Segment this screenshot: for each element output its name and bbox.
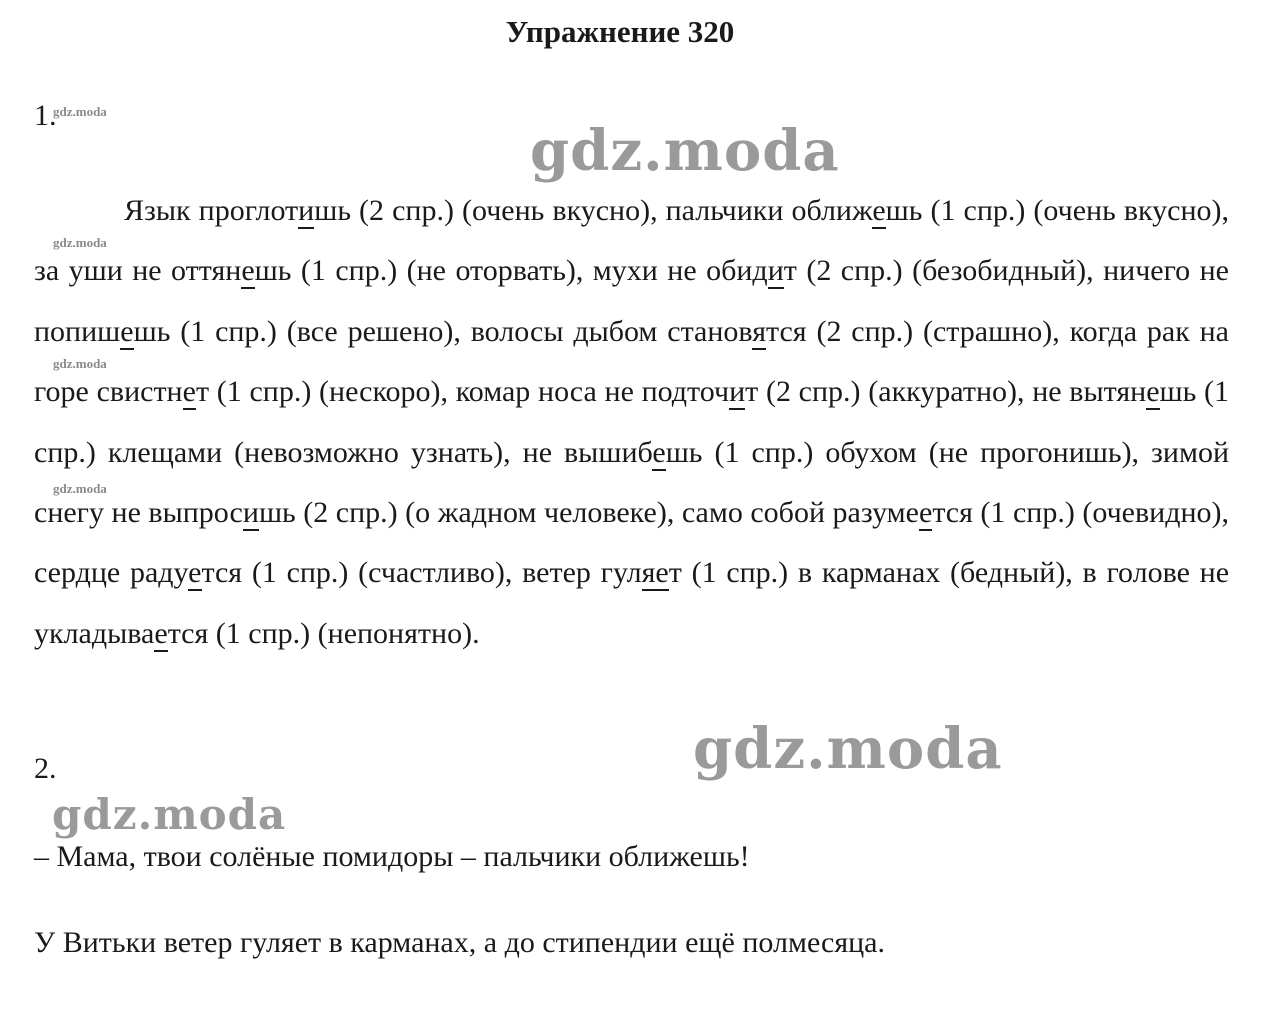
watermark-small: gdz.moda xyxy=(53,235,107,250)
text-segment: тся (2 спр.) (страшно), когда рак на горе свистн xyxy=(34,314,1229,409)
text-segment: т (1 спр.) в карманах (бедный), в голове не укладыва xyxy=(34,556,1230,650)
section-2-number: 2. xyxy=(34,752,57,785)
watermark-small: gdz.moda xyxy=(53,104,107,119)
underlined-ending: е xyxy=(182,375,196,409)
underlined-ending: и xyxy=(298,194,315,227)
section-1-paragraph xyxy=(34,181,1229,664)
underlined-ending: е xyxy=(652,435,666,469)
underlined-ending: е xyxy=(918,496,933,530)
text-segment: т (2 спр.) (аккуратно), не вытян xyxy=(745,375,1147,409)
underlined-ending: е xyxy=(154,616,168,650)
text-segment: шь (1 спр.) (очень вкусно), за уши не оттян xyxy=(34,194,1230,288)
underlined-ending: е xyxy=(872,194,886,227)
underlined-ending: и xyxy=(242,496,259,530)
watermark-large: gdz.moda xyxy=(693,716,1003,782)
watermark-large: gdz.moda xyxy=(530,118,840,184)
text-segment: тся (1 спр.) (счастливо), ветер гул xyxy=(201,556,642,590)
watermark-large: gdz.moda xyxy=(52,790,287,839)
underlined-ending: я xyxy=(752,314,767,348)
example-sentence-1: – Мама, твои солёные помидоры – пальчики оближешь! xyxy=(34,840,750,873)
text-segment: Язык проглот xyxy=(124,194,299,227)
text-segment: шь (1 спр.) обухом (не прогонишь), зимой снегу не выпрос xyxy=(34,435,1230,530)
text-segment: тся (1 спр.) (непонятно). xyxy=(167,616,480,650)
text-segment: шь (1 спр.) клещами (невозможно узнать), не вышиб xyxy=(34,375,1230,469)
text-segment: шь (2 спр.) (очень вкусно), пальчики оближ xyxy=(314,194,873,227)
underlined-ending: е xyxy=(1146,375,1160,409)
underlined-ending: е xyxy=(120,314,134,348)
text-segment: шь (2 спр.) (о жадном человеке), само собой разуме xyxy=(258,496,919,530)
watermark-small: gdz.moda xyxy=(53,356,107,371)
watermark-small: gdz.moda xyxy=(53,481,107,496)
underlined-ending: и xyxy=(767,254,784,288)
text-segment: шь (1 спр.) (все решено), волосы дыбом станов xyxy=(133,314,753,348)
text-segment: тся (1 спр.) (очевидно), сердце раду xyxy=(34,496,1230,590)
section-1-number: 1. xyxy=(34,99,57,132)
underlined-ending: е xyxy=(241,254,255,288)
text-segment: т (2 спр.) (безобидный), ничего не попиш xyxy=(34,254,1229,348)
text-segment: т (1 спр.) (нескоро), комар носа не подточ xyxy=(195,375,730,409)
example-sentence-2: У Витьки ветер гуляет в карманах, а до стипендии ещё полмесяца. xyxy=(34,926,886,959)
page-title: Упражнение 320 xyxy=(505,14,735,49)
text-segment: шь (1 спр.) (не оторвать), мухи не обид xyxy=(254,254,768,288)
underlined-ending: е xyxy=(188,556,202,590)
underlined-ending: яе xyxy=(641,556,669,590)
underlined-ending: и xyxy=(729,375,746,409)
